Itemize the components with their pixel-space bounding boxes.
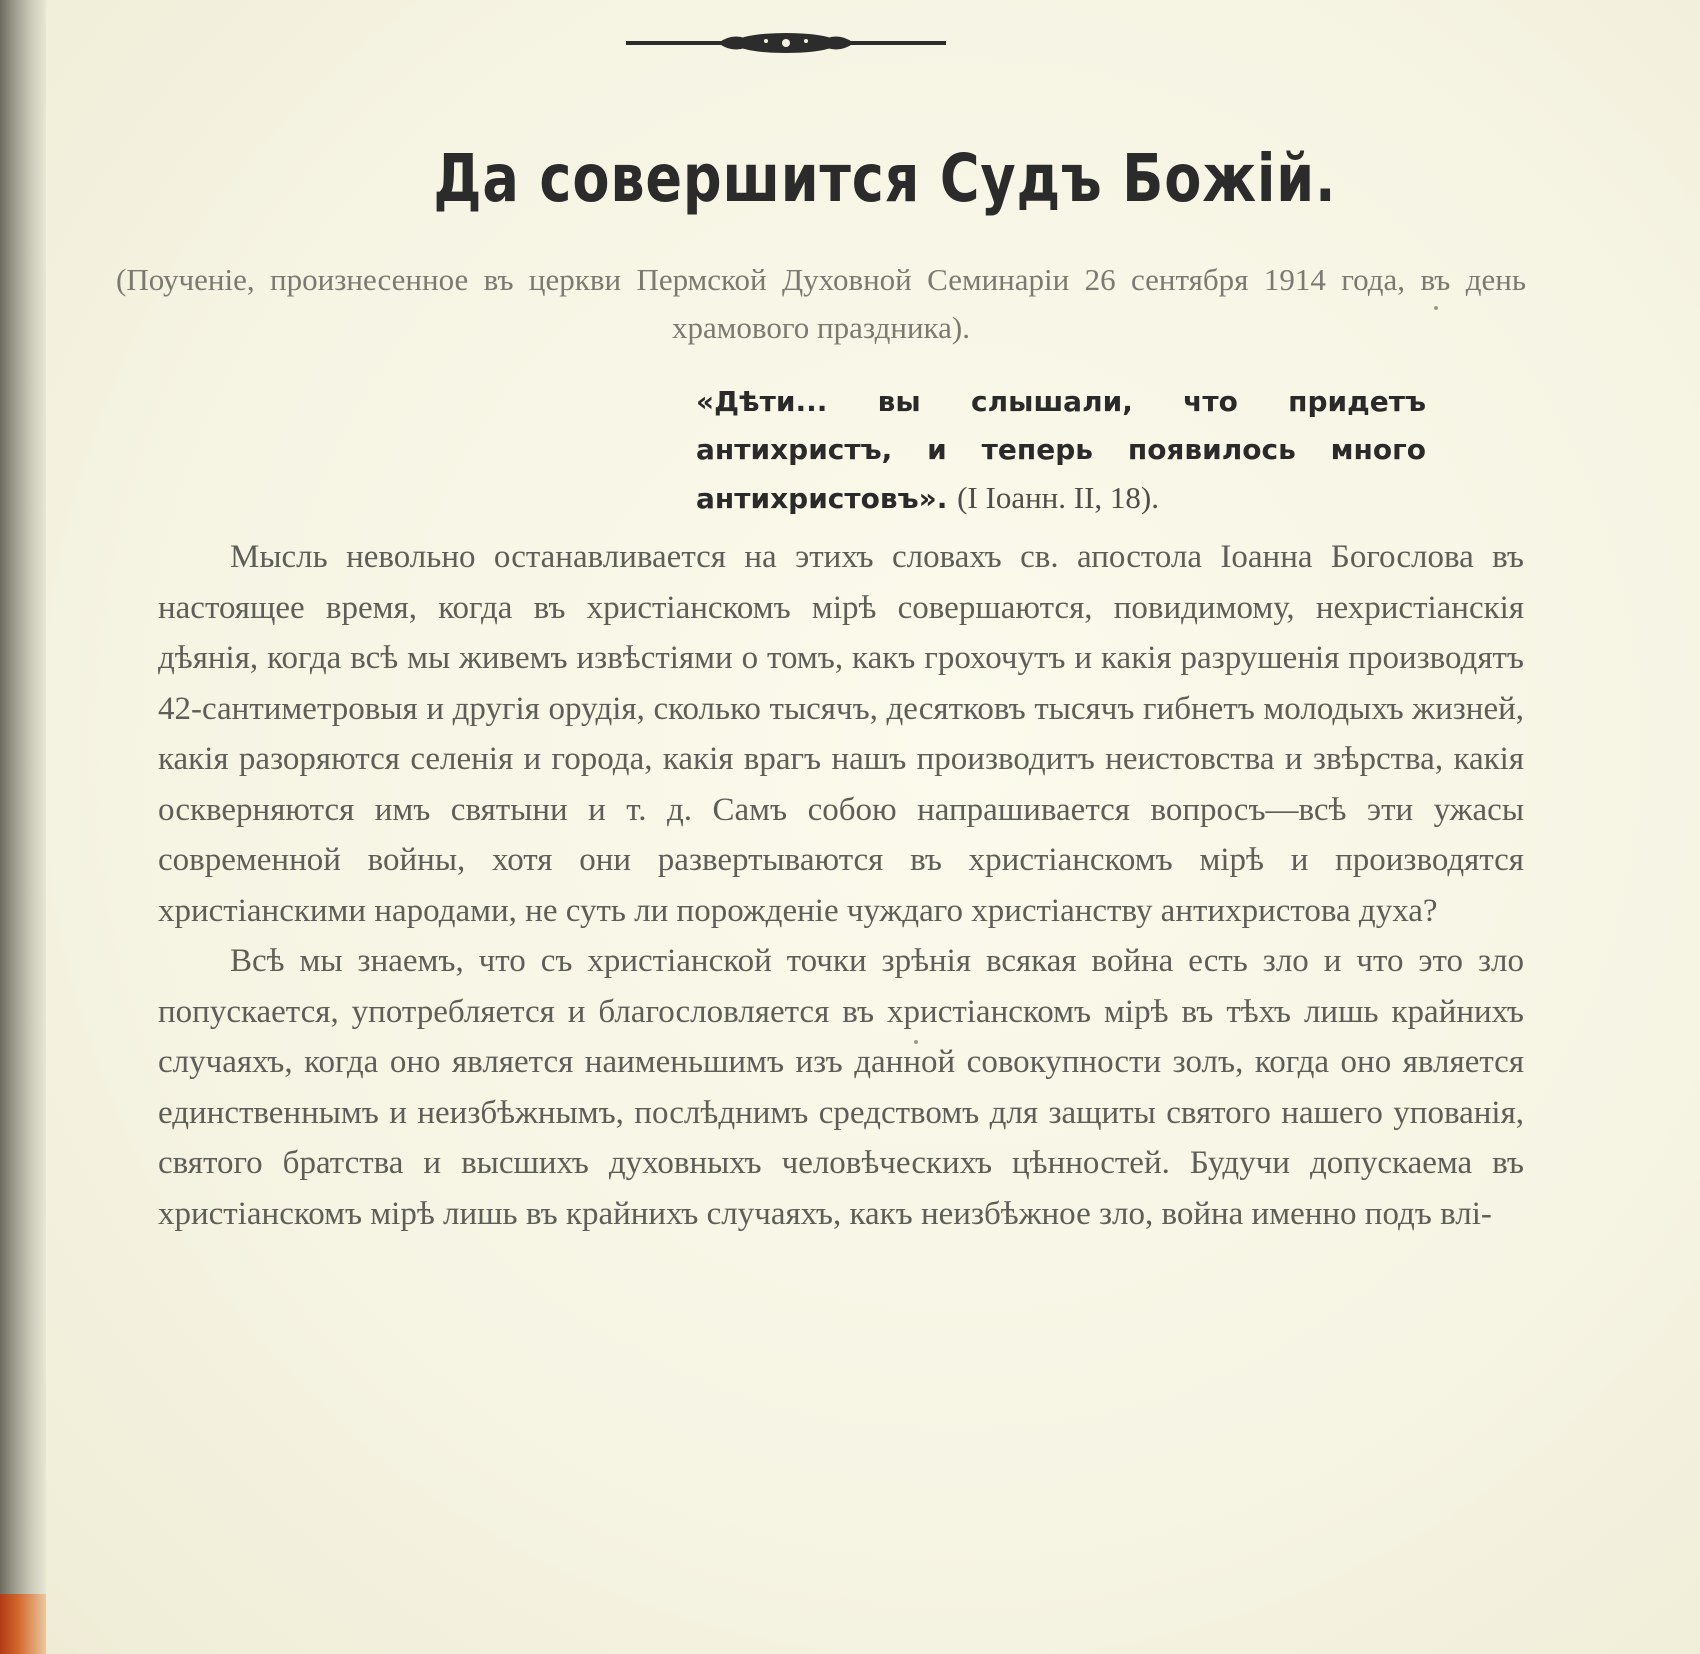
epigraph-reference: (I Іоанн. II, 18). xyxy=(957,480,1159,515)
book-page xyxy=(46,0,1700,1654)
body-paragraph-1: Мысль невольно останавливается на этихъ словахъ св. апостола Іоанна Богослова въ настоящее время, когда въ христіанскомъ мірѣ совершаются, повидимому, нехристіанскія дѣянія, когда всѣ мы живемъ извѣстіями о томъ, какъ грохочутъ и какія разрушенія производятъ 42-сантиметровыя и другія орудія, сколько тысячъ, десятковъ тысячъ гибнетъ молодыхъ жизней, какія разоряются селенія и города, какія врагъ нашъ производитъ неистовства и звѣрства, какія оскверняются имъ святыни и т. д. Самъ собою напрашивается вопросъ—всѣ эти ужасы современной войны, хотя они развертываются въ христіанскомъ мірѣ и производятся христіанскими народами, не суть ли порожденіе чуждаго христіанству антихристова духа? xyxy=(158,539,1524,929)
paper-speck xyxy=(1434,306,1438,310)
decorative-ornament-divider xyxy=(626,30,946,56)
article-subtitle: (Поученіе, произнесенное въ церкви Пермской Духовной Семинаріи 26 сентября 1914 года, въ день храмового праздника). xyxy=(116,262,1526,345)
paper-speck xyxy=(914,1040,918,1044)
article-title: Да совершится Судъ Божій. xyxy=(433,140,1337,217)
book-binding-edge xyxy=(0,0,46,1654)
article-body xyxy=(158,532,1524,1239)
body-paragraph-2: Всѣ мы знаемъ, что съ христіанской точки зрѣнія всякая война есть зло и что это зло попускается, употребляется и благословляется въ христіанскомъ мірѣ въ тѣхъ лишь крайнихъ случаяхъ, когда оно является наименьшимъ изъ данной совокупности золъ, когда оно является единственнымъ и неизбѣжнымъ, послѣднимъ средствомъ для защиты святого нашего упованія, святого братства и высшихъ духовныхъ человѣческихъ цѣнностей. Будучи допускаема въ христіанскомъ мірѣ лишь въ крайнихъ случаяхъ, какъ неизбѣжное зло, война именно подъ влі- xyxy=(158,943,1524,1232)
epigraph-quote: «Дѣти... вы слышали, что придетъ антихристъ, и теперь появилось много антихристовъ». xyxy=(696,385,1426,515)
epigraph xyxy=(696,378,1426,523)
